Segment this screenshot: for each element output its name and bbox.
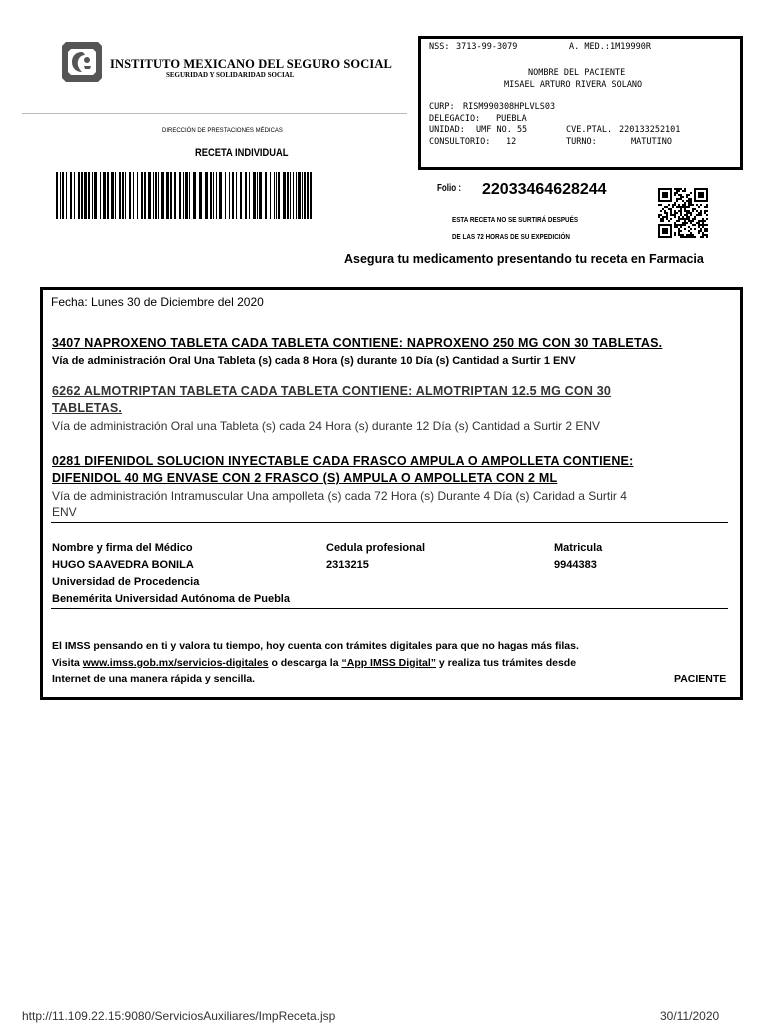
delegacion-value: PUEBLA (496, 114, 527, 124)
cveptal-label: CVE.PTAL. (566, 125, 613, 135)
footer-line2 (52, 657, 576, 669)
medicine-3-title-line1: 0281 DIFENIDOL SOLUCION INYECTABLE CADA FRASCO AMPULA O AMPOLLETA CONTIENE: (52, 454, 634, 468)
cedula-value: 2313215 (326, 559, 369, 571)
medicine-3-via-line1: Vía de administración Intramuscular Una ampolleta (s) cada 72 Hora (s) Durante 4 Día (s) Caridad a Surtir 4 (52, 489, 627, 503)
fecha: Fecha: Lunes 30 de Diciembre del 2020 (51, 295, 264, 309)
visita-text: Visita (52, 657, 80, 669)
doctor-name: HUGO SAAVEDRA BONILA (52, 559, 194, 571)
expiry-notice-line1: ESTA RECETA NO SE SURTIRÁ DESPUÉS (452, 217, 579, 224)
amed-value: 1M19990R (610, 42, 651, 52)
direccion-label: DIRECCIÓN DE PRESTACIONES MÉDICAS (162, 128, 283, 134)
o-descarga-text: o descarga la (271, 657, 339, 669)
medicine-3-title-line2: DIFENIDOL 40 MG ENVASE CON 2 FRASCO (S) AMPULA O AMPOLLETA CON 2 ML (52, 471, 558, 485)
realiza-text: y realiza tus trámites desde (438, 657, 577, 669)
amed-label: A. MED.: (569, 42, 610, 52)
doctor-name-label: Nombre y firma del Médico (52, 542, 193, 554)
nss-label: NSS: (429, 42, 450, 52)
turno-value: MATUTINO (631, 137, 672, 147)
medicine-2-title-line1: 6262 ALMOTRIPTAN TABLETA CADA TABLETA CONTIENE: ALMOTRIPTAN 12.5 MG CON 30 (52, 384, 612, 398)
consultorio-value: 12 (506, 137, 517, 147)
page-date: 30/11/2020 (660, 1009, 720, 1023)
curp-value: RISM990308HPLVLS03 (463, 102, 556, 112)
divider (22, 113, 407, 114)
matricula-label: Matricula (554, 542, 603, 554)
unidad-label: UNIDAD: (429, 125, 465, 135)
universidad-label: Universidad de Procedencia (52, 576, 200, 588)
turno-label: TURNO: (566, 137, 597, 147)
cveptal-value: 220133252101 (619, 125, 681, 135)
paciente-label: PACIENTE (674, 673, 727, 685)
folio-number: 22033464628244 (482, 181, 607, 198)
prescription-box (40, 287, 743, 700)
medicine-2-via: Vía de administración Oral una Tableta (s) cada 24 Hora (s) durante 12 Día (s) Cantidad a Surtir 2 ENV (52, 419, 601, 433)
patient-name-label: NOMBRE DEL PACIENTE (528, 68, 626, 78)
consultorio-label: CONSULTORIO: (429, 137, 491, 147)
cedula-label: Cedula profesional (326, 542, 426, 554)
patient-name: MISAEL ARTURO RIVERA SOLANO (504, 80, 643, 90)
nss-value: 3713-99-3079 (456, 42, 518, 52)
barcode-icon (56, 172, 312, 219)
receta-title: RECETA INDIVIDUAL (195, 147, 289, 159)
qr-code-icon (658, 188, 708, 238)
expiry-notice (452, 212, 578, 246)
medicine-1-via: Vía de administración Oral Una Tableta (s) cada 8 Hora (s) durante 10 Día (s) Cantidad a Surtir 1 ENV (52, 355, 576, 367)
medicine-3-via-line2: ENV (52, 505, 77, 519)
folio-label: Folio : (437, 183, 461, 194)
asegura-notice: Asegura tu medicamento presentando tu receta en Farmacia (344, 252, 704, 266)
imss-logo-icon (60, 40, 104, 84)
medicine-1-title: 3407 NAPROXENO TABLETA CADA TABLETA CONTIENE: NAPROXENO 250 MG CON 30 TABLETAS. (52, 336, 663, 350)
medicine-2-title-line2: TABLETAS. (52, 401, 123, 415)
patient-info-box (418, 36, 743, 170)
curp-label: CURP: (429, 102, 455, 112)
institution-motto: SEGURIDAD Y SOLIDARIDAD SOCIAL (166, 71, 295, 79)
page-url: http://11.109.22.15:9080/ServiciosAuxiliares/ImpReceta.jsp (22, 1009, 336, 1023)
universidad-value: Benemérita Universidad Autónoma de Puebla (52, 593, 290, 605)
app-imss-link[interactable]: “App IMSS Digital” (341, 657, 436, 669)
imss-services-link[interactable]: www.imss.gob.mx/servicios-digitales (82, 657, 269, 669)
footer-line3: Internet de una manera rápida y sencilla. (52, 673, 256, 685)
divider (51, 522, 728, 523)
delegacion-label: DELEGACIO: (429, 114, 481, 124)
divider (51, 608, 728, 609)
institution-name: INSTITUTO MEXICANO DEL SEGURO SOCIAL (110, 57, 392, 71)
footer-line1: El IMSS pensando en ti y valora tu tiempo, hoy cuenta con trámites digitales para que no hagas más filas. (52, 640, 579, 652)
expiry-notice-line2: DE LAS 72 HORAS DE SU EXPEDICIÓN (452, 234, 570, 241)
matricula-value: 9944383 (554, 559, 597, 571)
unidad-value: UMF NO. 55 (476, 125, 528, 135)
